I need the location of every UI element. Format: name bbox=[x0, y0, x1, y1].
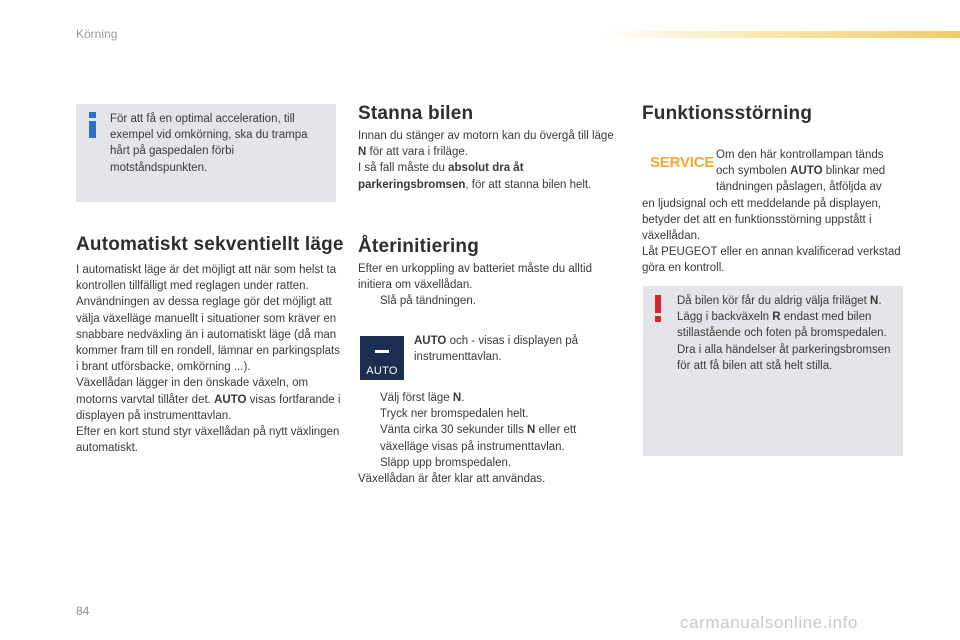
list-item: Släpp upp bromspedalen. bbox=[380, 456, 512, 469]
auto-p1: I automatiskt läge är det möjligt att när som helst ta kontrollen tillfälligt med reglagen under ratten. bbox=[76, 264, 337, 293]
list-item: Välj först läge N. bbox=[380, 392, 465, 404]
exclamation-icon bbox=[653, 295, 663, 323]
info-box bbox=[76, 104, 336, 202]
page-number: 84 bbox=[76, 604, 90, 618]
reinit-steps bbox=[358, 390, 623, 487]
auto-mode-body bbox=[76, 262, 341, 456]
warning-box bbox=[643, 286, 903, 456]
auto-p3: Växellådan lägger in den önskade växeln, om motorns varvtal tillåter det. AUTO visas fortfarande i displayen på instrumenttavlan. bbox=[76, 377, 341, 422]
warning-text: Då bilen kör får du aldrig välja friläget N. Lägg i backväxeln R endast med bilen stillastående och foten på bromspedalen. Dra i alla händelser åt parkeringsbromsen för att få bilen att stå helt stilla. bbox=[677, 295, 891, 372]
header-accent-bar bbox=[600, 31, 960, 38]
stop-car-body: Innan du stänger av motorn kan du övergå till läge N för att vara i friläge. I så fall måste du absolut dra åt parkeringsbromsen, för att stanna bilen helt. bbox=[358, 130, 614, 191]
auto-p2: Användningen av dessa reglage gör det möjligt att välja växelläge manuellt i situationer som kräver en snabbare nedväxling än i automatiskt läge (då man kommer fram till en rondell, lämnar en parkingsplats i brant utförsbacke, omkörning ...). bbox=[76, 296, 340, 374]
auto-mode-heading: Automatiskt sekventiellt läge bbox=[76, 234, 344, 255]
service-warning-icon: SERVICE bbox=[650, 154, 715, 171]
list-item: Tryck ner bromspedalen helt. bbox=[380, 408, 529, 421]
info-icon bbox=[86, 112, 100, 142]
section-label: Körning bbox=[76, 27, 118, 41]
auto-display-desc: AUTO och - visas i displayen på instrumenttavlan. bbox=[414, 335, 579, 364]
info-text: För att få en optimal acceleration, till exempel vid omkörning, ska du trampa hårt på gaspedalen förbi motståndspunkten. bbox=[110, 113, 308, 174]
reinit-heading: Återinitiering bbox=[358, 236, 480, 257]
watermark: carmanualsonline.info bbox=[680, 613, 858, 632]
stop-car-heading: Stanna bilen bbox=[358, 103, 474, 124]
reinit-closing: Växellådan är åter klar att användas. bbox=[358, 473, 546, 486]
reinit-intro: Efter en urkoppling av batteriet måste du alltid initiera om växellådan. Slå på tändningen. bbox=[358, 261, 618, 310]
auto-p4: Efter en kort stund styr växellådan på nytt växlingen automatiskt. bbox=[76, 426, 340, 455]
malfunction-heading: Funktionsstörning bbox=[642, 103, 813, 124]
list-item: Vänta cirka 30 sekunder tills N eller ett växelläge visas på instrumenttavlan. bbox=[380, 424, 577, 453]
malfunction-body: Om den här kontrollampan tänds och symbolen AUTO blinkar med tändningen påslagen, åtföljda av en ljudsignal och ett meddelande på displayen, betyder det att en funktionsstörning uppstått i växellådan. Låt PEUGEOT eller en annan kvalificerad verkstad göra en kontroll. bbox=[642, 149, 901, 275]
auto-display-icon: AUTO bbox=[360, 336, 404, 380]
reinit-bullet-ignition: Slå på tändningen. bbox=[380, 295, 476, 308]
